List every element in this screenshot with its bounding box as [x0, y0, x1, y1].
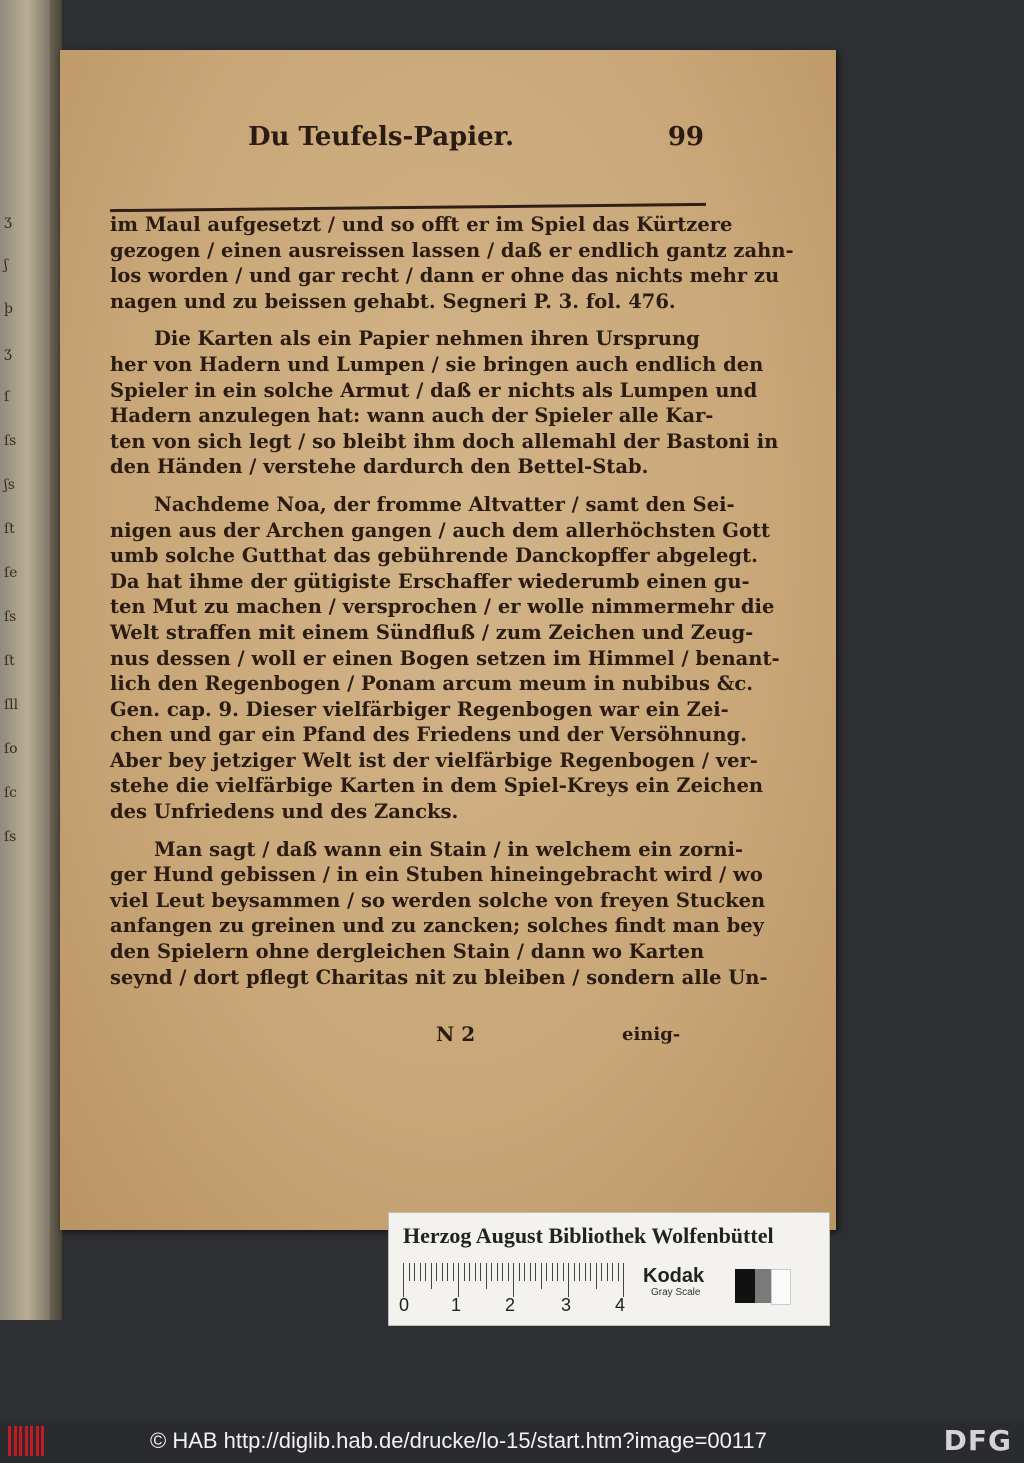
text-fragment: ſs — [4, 433, 17, 449]
ruler-tick — [513, 1263, 514, 1297]
ruler-tick — [546, 1263, 547, 1281]
text-fragment: ſs — [4, 609, 17, 625]
text-line: den Spielern ohne dergleichen Stain / dann wo Karten — [110, 940, 705, 964]
kodak-brand: Kodak — [643, 1265, 705, 1287]
text-line: chen und gar ein Pfand des Friedens und der Versöhnung. — [110, 723, 748, 747]
text-line: los worden / und gar recht / dann er ohne das nichts mehr zu — [110, 264, 780, 288]
ruler-tick — [409, 1263, 410, 1281]
text-line: anfangen zu greinen und zu zancken; solches findt man bey — [110, 914, 765, 938]
ruler-tick — [524, 1263, 525, 1281]
logo-bar — [36, 1426, 39, 1456]
text-line: umb solche Gutthat das gebührende Danckopffer abgelegt. — [110, 544, 758, 568]
text-line: gezogen / einen ausreissen lassen / daß er endlich gantz zahn- — [110, 238, 794, 262]
text-fragment: ſt — [4, 521, 15, 537]
previous-page-text-fragments — [4, 210, 30, 870]
body-text — [110, 212, 794, 1002]
ruler-tick — [469, 1263, 470, 1281]
ruler-tick — [447, 1263, 448, 1281]
logo-bar — [25, 1426, 28, 1456]
ruler-tick — [568, 1263, 569, 1297]
ruler-tick — [596, 1263, 597, 1289]
text-fragment: ſc — [4, 785, 18, 801]
ruler-tick — [502, 1263, 503, 1281]
catchword: einig- — [622, 1024, 681, 1045]
ruler-tick — [585, 1263, 586, 1281]
signature-mark: N 2 — [436, 1022, 476, 1046]
ruler-tick — [552, 1263, 553, 1281]
text-line: ten Mut zu machen / versprochen / er wolle nimmermehr die — [110, 595, 775, 619]
page-header — [248, 122, 704, 152]
ruler-tick — [431, 1263, 432, 1289]
ruler-tick — [414, 1263, 415, 1281]
ruler-tick — [623, 1263, 624, 1297]
text-line: Gen. cap. 9. Dieser vielfärbiger Regenbogen war ein Zei- — [110, 697, 729, 721]
logo-bar — [14, 1426, 17, 1456]
ruler-tick — [535, 1263, 536, 1281]
text-fragment: ʒ — [4, 213, 12, 229]
text-line: Spieler in ein solche Armut / daß er nichts als Lumpen und — [110, 378, 758, 402]
ruler-tick — [530, 1263, 531, 1281]
scale-label-3: 3 — [561, 1295, 572, 1315]
text-fragment: ʃs — [4, 477, 15, 493]
ruler-tick — [420, 1263, 421, 1281]
ruler-tick — [403, 1263, 404, 1297]
ruler-tick — [453, 1263, 454, 1281]
text-line: ger Hund gebissen / in ein Stuben hineingebracht wird / wo — [110, 863, 763, 887]
ruler-tick — [618, 1263, 619, 1281]
ruler-tick — [579, 1263, 580, 1281]
ruler-tick — [442, 1263, 443, 1281]
paragraph — [110, 326, 779, 480]
text-line: Aber bey jetziger Welt ist der vielfärbige Regenbogen / ver- — [110, 748, 758, 772]
viewer-footer — [0, 1420, 1024, 1463]
paragraph — [110, 837, 768, 991]
text-line: im Maul aufgesetzt / und so offt er im Spiel das Kürtzere — [110, 213, 733, 236]
text-line: Nachdeme Noa, der fromme Altvatter / samt den Sei- — [154, 492, 735, 516]
text-fragment: ſo — [4, 741, 18, 757]
ruler-tick — [601, 1263, 602, 1281]
ruler-tick — [508, 1263, 509, 1281]
text-fragment: þ — [4, 301, 13, 317]
scale-label-2: 2 — [505, 1295, 516, 1315]
ruler-tick — [491, 1263, 492, 1281]
scale-label-1: 1 — [451, 1295, 462, 1315]
running-title: Du Teufels-Papier. — [248, 122, 515, 152]
text-line: stehe die vielfärbige Karten in dem Spiel-Kreys ein Zeichen — [110, 774, 764, 798]
text-line: Hadern anzulegen hat: wann auch der Spieler alle Kar- — [110, 404, 714, 428]
ruler-tick — [590, 1263, 591, 1281]
ruler-tick — [475, 1263, 476, 1281]
text-line: lich den Regenbogen / Ponam arcum meum in nubibus &c. — [110, 672, 754, 696]
ruler-tick — [436, 1263, 437, 1281]
ruler-tick — [425, 1263, 426, 1281]
ruler-tick — [607, 1263, 608, 1281]
text-line: ten von sich legt / so bleibt ihm doch allemahl der Bastoni in — [110, 429, 779, 453]
library-color-card — [388, 1212, 830, 1326]
text-line: den Händen / verstehe dardurch den Bettel-Stab. — [110, 455, 649, 479]
ruler-tick — [480, 1263, 481, 1281]
copyright-notice: © HAB http://diglib.hab.de/drucke/lo-15/start.htm?image=00117 — [150, 1428, 767, 1453]
text-fragment: ſt — [4, 653, 15, 669]
ruler-tick — [541, 1263, 542, 1289]
text-fragment: ſll — [4, 697, 19, 713]
ruler-tick — [574, 1263, 575, 1281]
gray-scale-label: Gray Scale — [651, 1287, 701, 1298]
scale-label-0: 0 — [399, 1295, 410, 1315]
scale-label-4: 4 — [615, 1295, 626, 1315]
text-line: nigen aus der Archen gangen / auch dem allerhöchsten Gott — [110, 518, 770, 542]
ruler-tick — [464, 1263, 465, 1281]
logo-bar — [30, 1426, 33, 1456]
logo-bar — [8, 1426, 11, 1456]
text-line: Da hat ihme der gütigiste Erschaffer wiederumb einen gu- — [110, 569, 750, 593]
text-fragment: ſe — [4, 565, 18, 581]
text-fragment: ſ — [4, 389, 10, 405]
text-line: nagen und zu beissen gehabt. Segneri P. 3. fol. 476. — [110, 289, 676, 313]
text-line: nus dessen / woll er einen Bogen setzen im Himmel / benant- — [110, 646, 780, 670]
paragraph — [110, 492, 780, 825]
gray-patch — [755, 1269, 771, 1303]
logo-bar — [41, 1426, 44, 1456]
text-fragment: ſs — [4, 829, 17, 845]
text-line: seynd / dort pflegt Charitas nit zu bleiben / sondern alle Un- — [110, 965, 768, 989]
ruler-tick — [486, 1263, 487, 1289]
ruler-tick — [563, 1263, 564, 1281]
text-line: viel Leut beysammen / so werden solche von freyen Stucken — [110, 888, 766, 912]
text-line: Die Karten als ein Papier nehmen ihren Ursprung — [154, 327, 700, 351]
ruler-tick — [557, 1263, 558, 1281]
text-fragment: ʃ — [4, 257, 8, 273]
logo-bar — [19, 1426, 22, 1456]
black-patch — [735, 1269, 755, 1303]
institution-name: Herzog August Bibliothek Wolfenbüttel — [403, 1223, 774, 1248]
text-line: Man sagt / daß wann ein Stain / in welchem ein zorni- — [154, 837, 744, 861]
text-line: des Unfriedens und des Zancks. — [110, 800, 459, 824]
text-line: her von Hadern und Lumpen / sie bringen auch endlich den — [110, 352, 764, 376]
paragraph — [110, 212, 794, 314]
text-fragment: ʒ — [4, 345, 12, 361]
text-line: Welt straffen mit einem Sündfluß / zum Zeichen und Zeug- — [110, 620, 754, 644]
white-patch — [771, 1269, 791, 1305]
previous-page-edge — [0, 0, 50, 1320]
hab-logo-icon — [8, 1426, 46, 1456]
page-number: 99 — [667, 122, 704, 152]
ruler-tick — [612, 1263, 613, 1281]
ruler-tick — [458, 1263, 459, 1297]
ruler-tick — [497, 1263, 498, 1281]
scale-ruler — [403, 1263, 625, 1299]
ruler-tick — [519, 1263, 520, 1281]
dfg-logo: DFG — [943, 1424, 1012, 1457]
